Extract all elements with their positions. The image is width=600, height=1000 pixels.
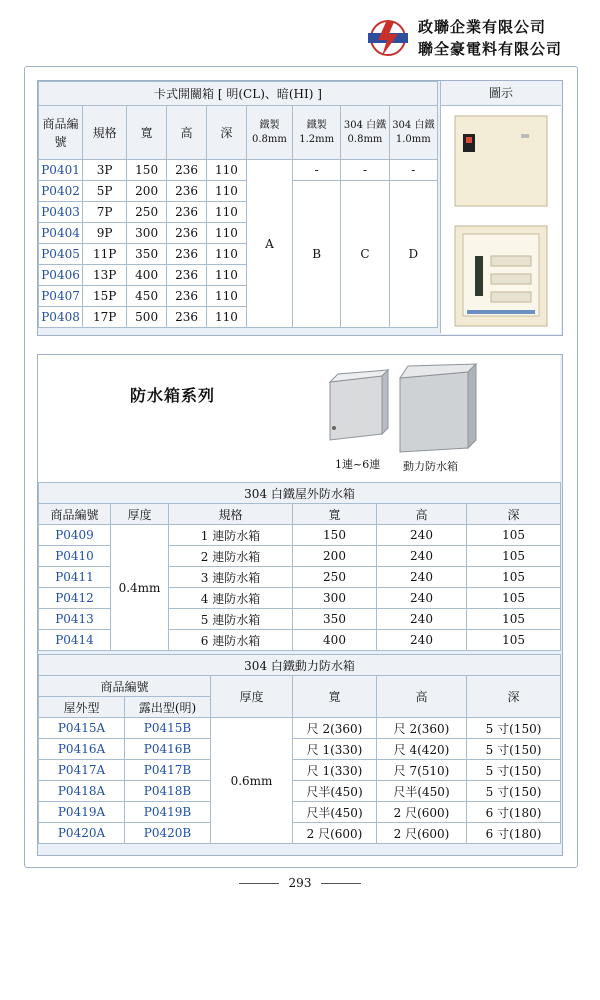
height-cell: 尺半(450) bbox=[377, 781, 467, 802]
depth-cell: 110 bbox=[206, 265, 246, 286]
product-code: P0415B bbox=[125, 718, 211, 739]
height-cell: 240 bbox=[377, 588, 467, 609]
product-code: P0416B bbox=[125, 739, 211, 760]
product-code: P0420B bbox=[125, 823, 211, 844]
diagram-column bbox=[440, 81, 561, 333]
product-code: P0401 bbox=[39, 160, 83, 181]
col-height: 高 bbox=[167, 106, 207, 160]
depth-cell: 105 bbox=[467, 567, 561, 588]
width-cell: 450 bbox=[127, 286, 167, 307]
depth-cell: 5 寸(150) bbox=[467, 718, 561, 739]
series-title: 防水箱系列 bbox=[130, 386, 216, 405]
col-depth: 深 bbox=[467, 504, 561, 525]
depth-cell: 105 bbox=[467, 630, 561, 651]
width-cell: 350 bbox=[127, 244, 167, 265]
power-title: 304 白鐵動力防水箱 bbox=[39, 655, 561, 676]
page-header bbox=[0, 8, 600, 64]
product-code: P0406 bbox=[39, 265, 83, 286]
spec-cell: 13P bbox=[83, 265, 127, 286]
caption-right: 動力防水箱 bbox=[403, 460, 458, 473]
dash-cell: - bbox=[341, 160, 389, 181]
thickness-cell: 0.4mm bbox=[111, 525, 169, 651]
product-code: P0420A bbox=[39, 823, 125, 844]
height-cell: 236 bbox=[167, 286, 207, 307]
depth-cell: 5 寸(150) bbox=[467, 760, 561, 781]
height-cell: 尺 7(510) bbox=[377, 760, 467, 781]
grade-c-cell: C bbox=[341, 181, 389, 328]
col-height: 高 bbox=[377, 676, 467, 718]
height-cell: 236 bbox=[167, 160, 207, 181]
spec-cell: 17P bbox=[83, 307, 127, 328]
table-row bbox=[39, 718, 561, 739]
depth-cell: 5 寸(150) bbox=[467, 781, 561, 802]
col-thickness: 厚度 bbox=[211, 676, 293, 718]
col-width: 寬 bbox=[293, 504, 377, 525]
col-ss-10: 304 白鐵 1.0mm bbox=[389, 106, 437, 160]
height-cell: 236 bbox=[167, 181, 207, 202]
col-spec: 規格 bbox=[169, 504, 293, 525]
col-outdoor-type: 屋外型 bbox=[39, 697, 125, 718]
height-cell: 2 尺(600) bbox=[377, 823, 467, 844]
col-iron-12: 鐵製 1.2mm bbox=[293, 106, 341, 160]
card-switch-table bbox=[38, 81, 438, 328]
width-cell: 尺 1(330) bbox=[293, 739, 377, 760]
depth-cell: 105 bbox=[467, 609, 561, 630]
company-names bbox=[418, 16, 562, 60]
spec-cell: 3 連防水箱 bbox=[169, 567, 293, 588]
height-cell: 240 bbox=[377, 546, 467, 567]
spec-cell: 7P bbox=[83, 202, 127, 223]
depth-cell: 110 bbox=[206, 244, 246, 265]
product-code: P0414 bbox=[39, 630, 111, 651]
depth-cell: 105 bbox=[467, 546, 561, 567]
col-width: 寬 bbox=[293, 676, 377, 718]
height-cell: 236 bbox=[167, 265, 207, 286]
grade-b-cell: B bbox=[293, 181, 341, 328]
height-cell: 236 bbox=[167, 202, 207, 223]
width-cell: 500 bbox=[127, 307, 167, 328]
table-row bbox=[39, 160, 438, 181]
height-cell: 尺 2(360) bbox=[377, 718, 467, 739]
height-cell: 240 bbox=[377, 630, 467, 651]
col-spec: 規格 bbox=[83, 106, 127, 160]
col-depth: 深 bbox=[467, 676, 561, 718]
product-code: P0418B bbox=[125, 781, 211, 802]
page-number-rule-right bbox=[321, 883, 361, 884]
col-iron-08: 鐵製 0.8mm bbox=[246, 106, 292, 160]
height-cell: 240 bbox=[377, 525, 467, 546]
product-code: P0415A bbox=[39, 718, 125, 739]
product-code: P0416A bbox=[39, 739, 125, 760]
width-cell: 250 bbox=[127, 202, 167, 223]
table-row bbox=[39, 781, 561, 802]
width-cell: 尺 1(330) bbox=[293, 760, 377, 781]
grade-a-cell: A bbox=[246, 160, 292, 328]
outdoor-title: 304 白鐵屋外防水箱 bbox=[39, 483, 561, 504]
product-code: P0412 bbox=[39, 588, 111, 609]
thickness-cell: 0.6mm bbox=[211, 718, 293, 844]
depth-cell: 110 bbox=[206, 160, 246, 181]
width-cell: 400 bbox=[293, 630, 377, 651]
width-cell: 2 尺(600) bbox=[293, 823, 377, 844]
page-number bbox=[0, 876, 600, 890]
col-code: 商品編號 bbox=[39, 504, 111, 525]
height-cell: 236 bbox=[167, 307, 207, 328]
depth-cell: 6 寸(180) bbox=[467, 823, 561, 844]
height-cell: 240 bbox=[377, 609, 467, 630]
table-row bbox=[39, 181, 438, 202]
height-cell: 236 bbox=[167, 223, 207, 244]
col-ss-08: 304 白鐵 0.8mm bbox=[341, 106, 389, 160]
company-logo-icon bbox=[364, 18, 412, 58]
product-code: P0409 bbox=[39, 525, 111, 546]
caption-left: 1連~6連 bbox=[335, 458, 381, 471]
width-cell: 200 bbox=[293, 546, 377, 567]
product-code: P0413 bbox=[39, 609, 111, 630]
table-row bbox=[39, 760, 561, 781]
spec-cell: 3P bbox=[83, 160, 127, 181]
product-code: P0417B bbox=[125, 760, 211, 781]
grade-d-cell: D bbox=[389, 181, 437, 328]
depth-cell: 110 bbox=[206, 223, 246, 244]
spec-cell: 11P bbox=[83, 244, 127, 265]
dash-cell: - bbox=[293, 160, 341, 181]
waterproof-box-illustration bbox=[320, 362, 490, 454]
table-row bbox=[39, 739, 561, 760]
product-code: P0402 bbox=[39, 181, 83, 202]
card-switch-box-illustration bbox=[441, 106, 561, 334]
depth-cell: 6 寸(180) bbox=[467, 802, 561, 823]
diagram-header: 圖示 bbox=[441, 81, 561, 106]
spec-cell: 4 連防水箱 bbox=[169, 588, 293, 609]
product-code: P0418A bbox=[39, 781, 125, 802]
outdoor-waterproof-table bbox=[38, 482, 561, 651]
card-switch-title: 卡式開關箱 [ 明(CL)、暗(HI) ] bbox=[39, 82, 438, 106]
product-code: P0419A bbox=[39, 802, 125, 823]
product-code: P0410 bbox=[39, 546, 111, 567]
depth-cell: 110 bbox=[206, 202, 246, 223]
product-code: P0404 bbox=[39, 223, 83, 244]
depth-cell: 105 bbox=[467, 525, 561, 546]
product-code: P0411 bbox=[39, 567, 111, 588]
col-height: 高 bbox=[377, 504, 467, 525]
width-cell: 150 bbox=[127, 160, 167, 181]
width-cell: 400 bbox=[127, 265, 167, 286]
spec-cell: 9P bbox=[83, 223, 127, 244]
col-depth: 深 bbox=[206, 106, 246, 160]
width-cell: 300 bbox=[127, 223, 167, 244]
page-number-rule-left bbox=[239, 883, 279, 884]
company-name-1: 政聯企業有限公司 bbox=[418, 18, 547, 36]
width-cell: 250 bbox=[293, 567, 377, 588]
height-cell: 240 bbox=[377, 567, 467, 588]
spec-cell: 1 連防水箱 bbox=[169, 525, 293, 546]
spec-cell: 2 連防水箱 bbox=[169, 546, 293, 567]
height-cell: 尺 4(420) bbox=[377, 739, 467, 760]
dash-cell: - bbox=[389, 160, 437, 181]
product-code: P0403 bbox=[39, 202, 83, 223]
spec-cell: 15P bbox=[83, 286, 127, 307]
width-cell: 350 bbox=[293, 609, 377, 630]
company-name-2: 聯全豪電料有限公司 bbox=[418, 40, 563, 58]
width-cell: 尺 2(360) bbox=[293, 718, 377, 739]
page-number-text: 293 bbox=[288, 876, 312, 890]
width-cell: 150 bbox=[293, 525, 377, 546]
col-code: 商品編號 bbox=[39, 106, 83, 160]
height-cell: 236 bbox=[167, 244, 207, 265]
product-code: P0407 bbox=[39, 286, 83, 307]
col-thickness: 厚度 bbox=[111, 504, 169, 525]
depth-cell: 5 寸(150) bbox=[467, 739, 561, 760]
table-row bbox=[39, 823, 561, 844]
spec-cell: 5 連防水箱 bbox=[169, 609, 293, 630]
power-waterproof-table bbox=[38, 654, 561, 844]
product-code: P0408 bbox=[39, 307, 83, 328]
product-code: P0419B bbox=[125, 802, 211, 823]
width-cell: 300 bbox=[293, 588, 377, 609]
depth-cell: 110 bbox=[206, 286, 246, 307]
depth-cell: 105 bbox=[467, 588, 561, 609]
depth-cell: 110 bbox=[206, 307, 246, 328]
spec-cell: 6 連防水箱 bbox=[169, 630, 293, 651]
col-exposed-type: 露出型(明) bbox=[125, 697, 211, 718]
col-width: 寬 bbox=[127, 106, 167, 160]
width-cell: 200 bbox=[127, 181, 167, 202]
width-cell: 尺半(450) bbox=[293, 781, 377, 802]
width-cell: 尺半(450) bbox=[293, 802, 377, 823]
depth-cell: 110 bbox=[206, 181, 246, 202]
table-row bbox=[39, 802, 561, 823]
table-row bbox=[39, 525, 561, 546]
col-code: 商品編號 bbox=[39, 676, 211, 697]
product-code: P0405 bbox=[39, 244, 83, 265]
spec-cell: 5P bbox=[83, 181, 127, 202]
height-cell: 2 尺(600) bbox=[377, 802, 467, 823]
product-code: P0417A bbox=[39, 760, 125, 781]
